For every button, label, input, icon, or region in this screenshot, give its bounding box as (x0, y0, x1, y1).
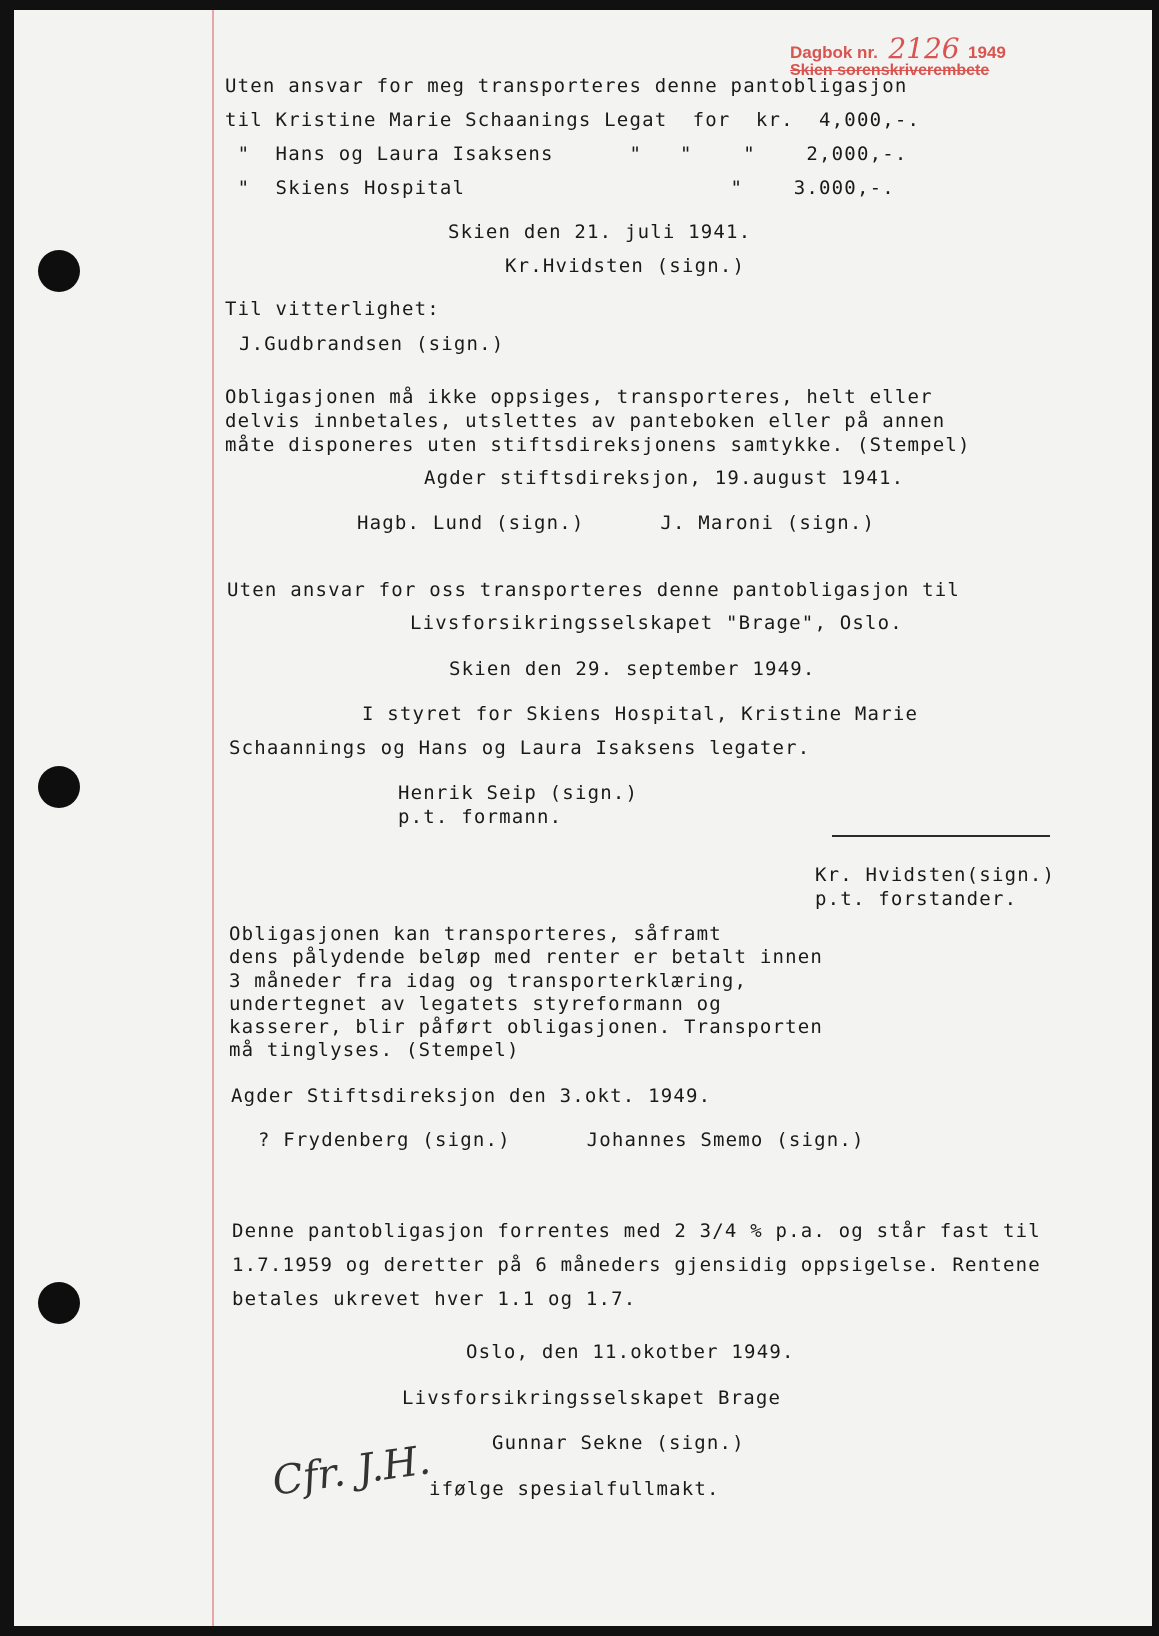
text-line: Kr. Hvidsten(sign.) (815, 864, 1056, 886)
text-line: " Hans og Laura Isaksens " " " 2,000,-. (225, 143, 908, 165)
text-line: ? Frydenberg (sign.) Johannes Smemo (sign.) (258, 1129, 865, 1151)
text-line: Livsforsikringsselskapet "Brage", Oslo. (410, 612, 903, 634)
text-line: Obligasjonen kan transporteres, såframt (229, 923, 722, 945)
stamp-year: 1949 (968, 43, 1006, 62)
registry-stamp (790, 32, 1006, 65)
punch-hole (38, 766, 80, 808)
text-line: Agder Stiftsdireksjon den 3.okt. 1949. (231, 1085, 712, 1107)
punch-hole (38, 1282, 80, 1324)
margin-rule (212, 10, 214, 1626)
text-line: 1.7.1959 og deretter på 6 måneders gjensidig oppsigelse. Rentene (232, 1254, 1041, 1276)
text-line: delvis innbetales, utslettes av panteboken eller på annen (225, 410, 946, 432)
text-line: måte disponeres uten stiftsdireksjonens samtykke. (Stempel) (225, 434, 971, 456)
text-line: Uten ansvar for oss transporteres denne pantobligasjon til (227, 579, 961, 601)
signature-line (832, 835, 1050, 837)
text-line: må tinglyses. (Stempel) (229, 1039, 520, 1061)
text-line: til Kristine Marie Schaanings Legat for kr. 4,000,-. (225, 109, 921, 131)
text-line: Skien den 29. september 1949. (449, 658, 816, 680)
text-line: Hagb. Lund (sign.) J. Maroni (sign.) (357, 512, 876, 534)
text-line: Gunnar Sekne (sign.) (492, 1432, 745, 1454)
punch-hole (38, 250, 80, 292)
text-line: Agder stiftsdireksjon, 19.august 1941. (424, 467, 905, 489)
text-line: " Skiens Hospital " 3.000,-. (225, 177, 895, 199)
text-line: ifølge spesialfullmakt. (429, 1478, 720, 1500)
text-line: Schaannings og Hans og Laura Isaksens legater. (229, 737, 811, 759)
text-line: p.t. formann. (398, 806, 563, 828)
text-line: p.t. forstander. (815, 888, 1018, 910)
stamp-label: Dagbok nr. (790, 43, 878, 62)
text-line: Livsforsikringsselskapet Brage (402, 1387, 782, 1409)
text-line: I styret for Skiens Hospital, Kristine Marie (362, 703, 919, 725)
text-line: Oslo, den 11.okotber 1949. (466, 1341, 795, 1363)
text-line: dens pålydende beløp med renter er betalt innen (229, 946, 824, 968)
text-line: kasserer, blir påført obligasjonen. Transporten (229, 1016, 824, 1038)
text-line: Denne pantobligasjon forrentes med 2 3/4 % p.a. og står fast til (232, 1220, 1041, 1242)
text-line: Til vitterlighet: (225, 298, 440, 320)
text-line: undertegnet av legatets styreformann og (229, 993, 722, 1015)
text-line: Obligasjonen må ikke oppsiges, transporteres, helt eller (225, 386, 933, 408)
text-line: Uten ansvar for meg transporteres denne pantobligasjon (225, 75, 908, 97)
stamp-number: 2126 (888, 32, 960, 65)
text-line: Henrik Seip (sign.) (398, 782, 639, 804)
text-line: Kr.Hvidsten (sign.) (505, 255, 746, 277)
text-line: betales ukrevet hver 1.1 og 1.7. (232, 1288, 637, 1310)
text-line: 3 måneder fra idag og transporterklæring, (229, 970, 748, 992)
stamp-office: Skien sorenskriverembete (790, 62, 990, 79)
text-line: J.Gudbrandsen (sign.) (239, 333, 505, 355)
text-line: Skien den 21. juli 1941. (448, 221, 752, 243)
handwritten-initials: Cfr. J.H. (269, 1437, 434, 1505)
document-page (14, 10, 1152, 1626)
